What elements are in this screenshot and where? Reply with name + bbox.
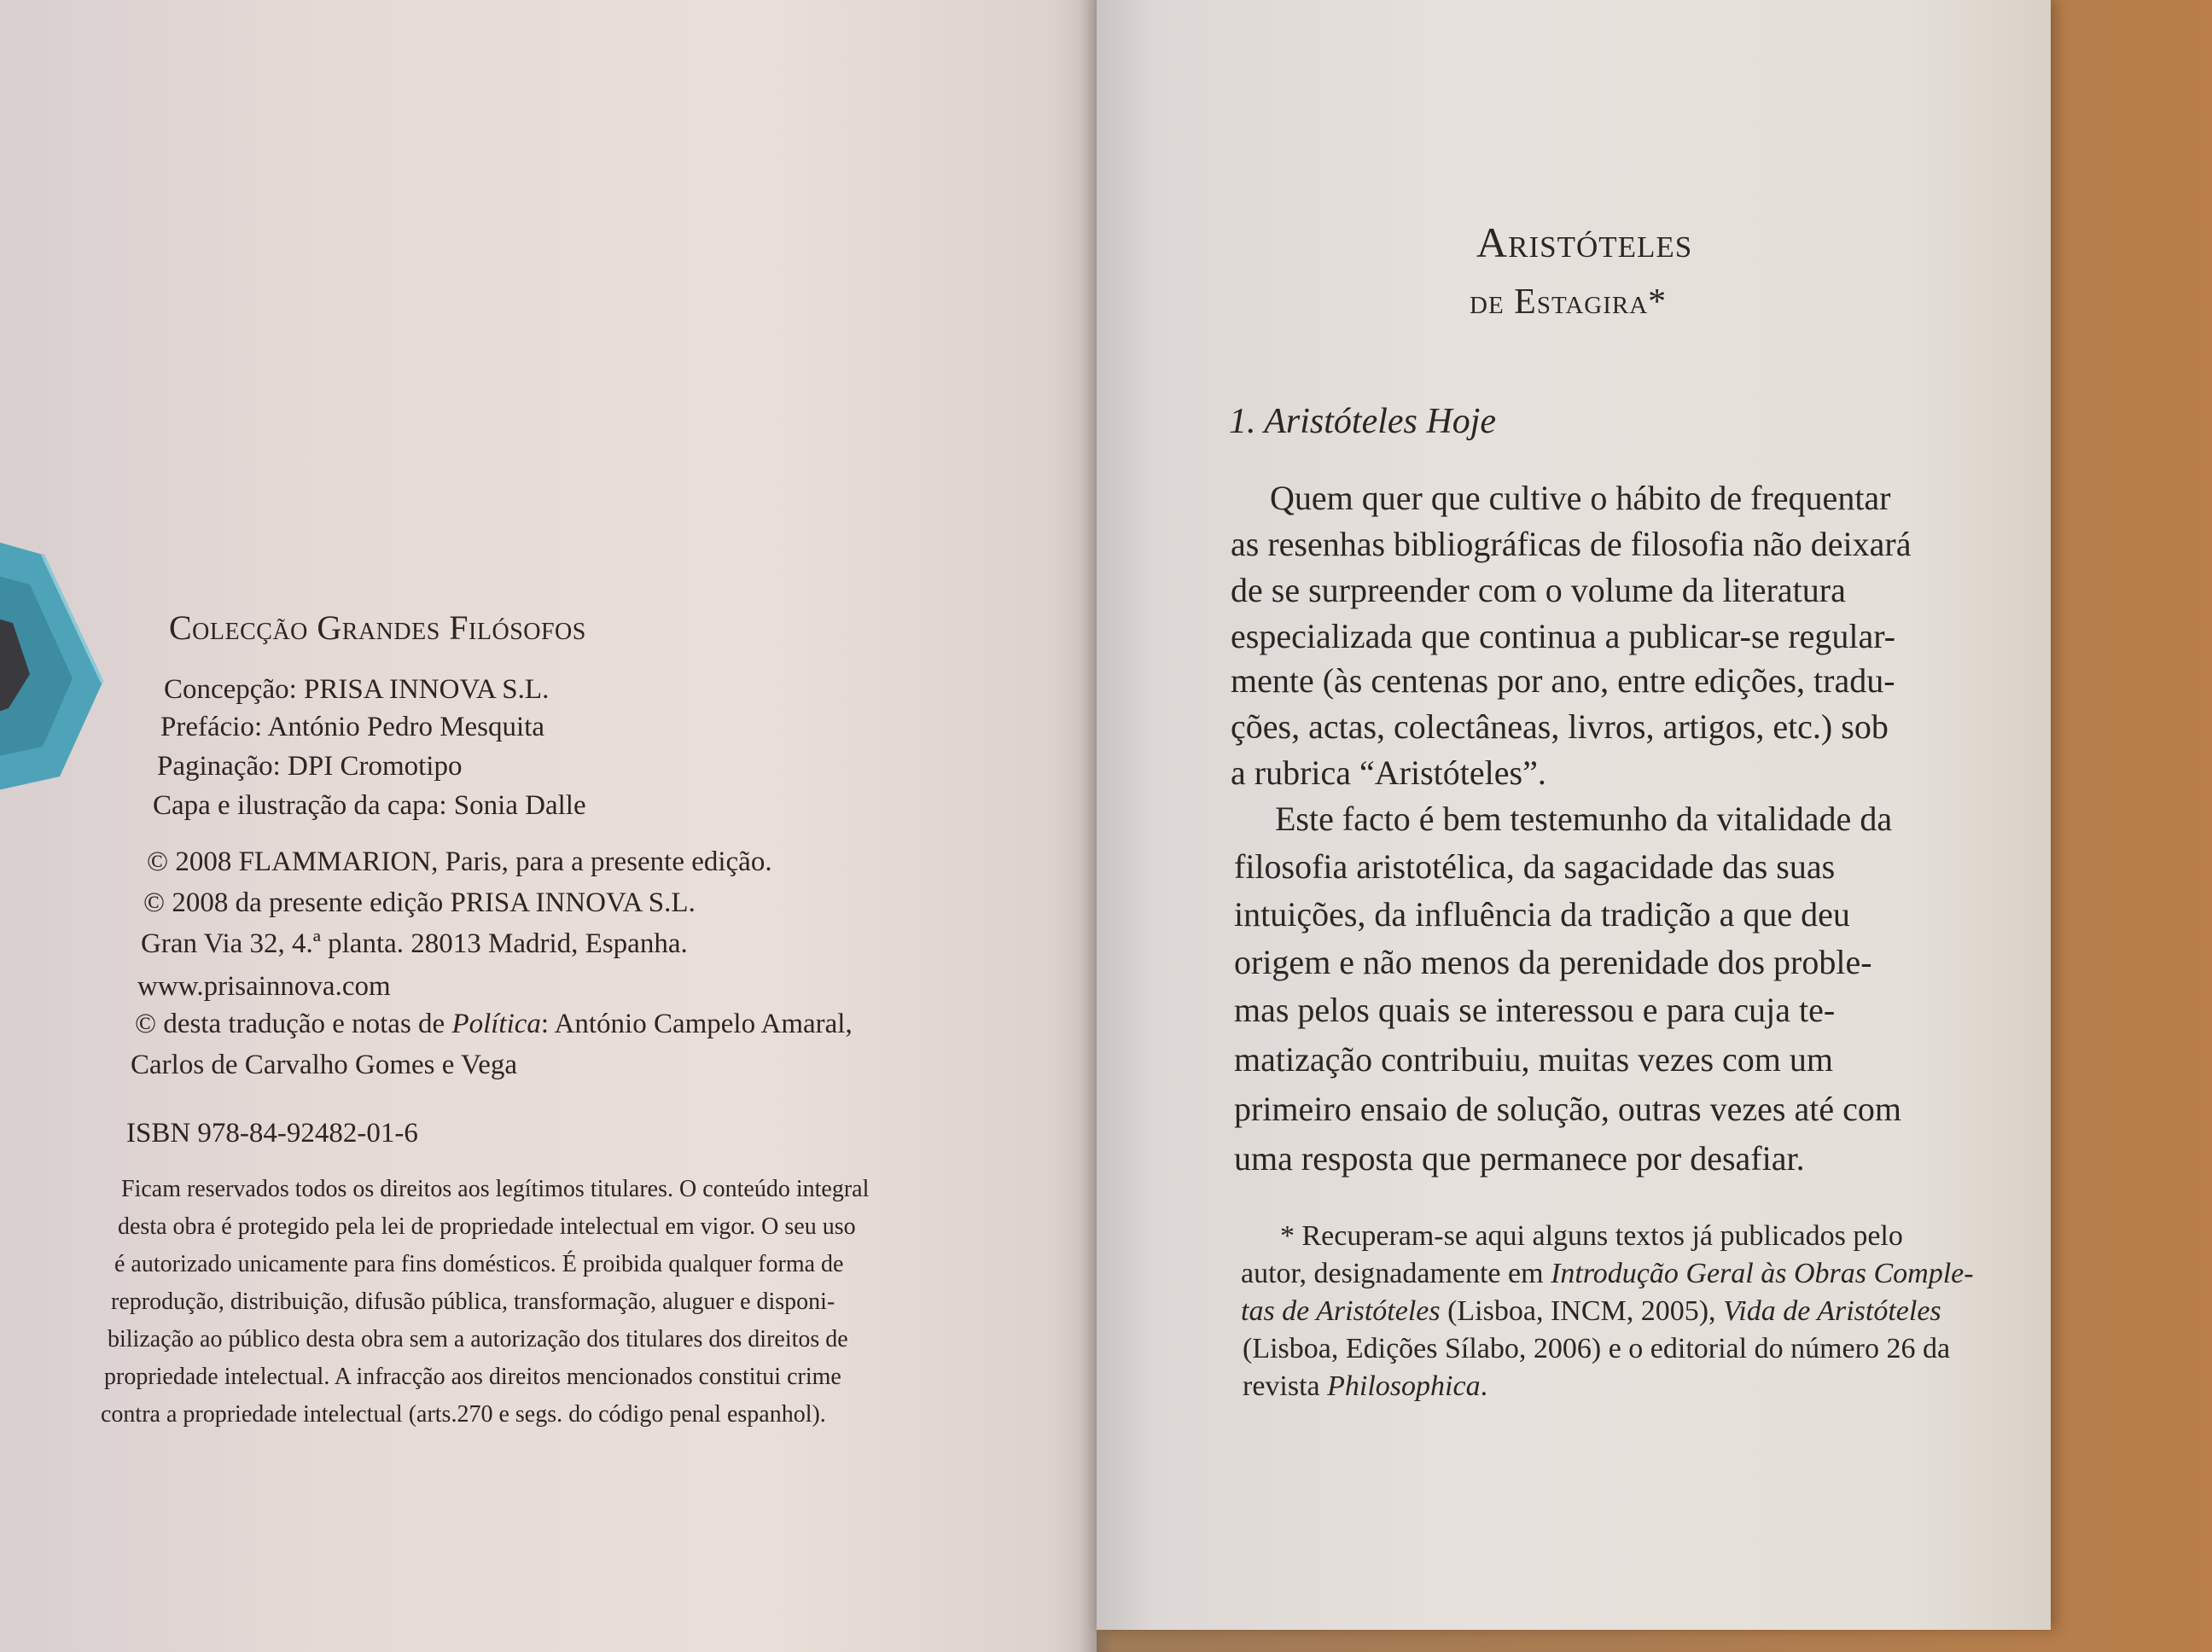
footnote-italic: Vida de Aristóteles <box>1723 1295 1941 1327</box>
footnote-line <box>1241 1295 1941 1328</box>
credit-line-cover: Capa e ilustração da capa: Sonia Dalle <box>153 790 586 821</box>
footnote-italic: Introdução Geral às Obras Comple- <box>1551 1258 1974 1289</box>
website-line: www.prisainnova.com <box>137 971 391 1002</box>
series-title: Colecção Grandes Filósofos <box>169 608 586 647</box>
footnote-line: (Lisboa, Edições Sílabo, 2006) e o editorial do número 26 da <box>1243 1333 1951 1364</box>
footnote-text: . <box>1480 1370 1488 1402</box>
translation-suffix: : António Campelo Amaral, <box>540 1009 853 1039</box>
credit-line-layout: Paginação: DPI Cromotipo <box>157 751 463 782</box>
rights-line: Ficam reservados todos os direitos aos legítimos titulares. O conteúdo integral <box>121 1176 870 1202</box>
body-line: mente (às centenas por ano, entre edições, tradu- <box>1231 661 1895 700</box>
body-line: origem e não menos da perenidade dos proble- <box>1234 943 1872 981</box>
body-line: filosofia aristotélica, da sagacidade das suas <box>1234 847 1836 886</box>
footnote-line: * Recuperam-se aqui alguns textos já publicados pelo <box>1280 1220 1903 1252</box>
copyright-line: © 2008 FLAMMARION, Paris, para a presente edição. <box>147 846 772 877</box>
body-line: uma resposta que permanece por desafiar. <box>1234 1139 1805 1178</box>
footnote-line <box>1243 1370 1487 1403</box>
left-page <box>0 0 1097 1652</box>
chapter-title: Aristóteles <box>1476 218 1693 266</box>
translation-credit <box>135 1009 853 1040</box>
footnote-italic: Philosophica <box>1327 1370 1481 1402</box>
body-line: de se surpreender com o volume da literatura <box>1231 571 1846 609</box>
address-line: Gran Via 32, 4.ª planta. 28013 Madrid, Espanha. <box>141 928 688 959</box>
body-line: intuições, da influência da tradição a que deu <box>1234 895 1850 934</box>
body-line: Quem quer que cultive o hábito de frequentar <box>1270 479 1891 517</box>
body-line: ções, actas, colectâneas, livros, artigos, etc.) sob <box>1231 707 1889 746</box>
body-line: mas pelos quais se interessou e para cuja te- <box>1234 991 1836 1029</box>
section-heading: 1. Aristóteles Hoje <box>1229 402 1497 441</box>
translation-credit-names: Carlos de Carvalho Gomes e Vega <box>131 1050 518 1080</box>
body-line: matização contribuiu, muitas vezes com um <box>1234 1040 1833 1079</box>
footnote-text: revista <box>1243 1370 1328 1402</box>
body-line: especializada que continua a publicar-se regular- <box>1231 617 1896 655</box>
translation-work: Política <box>451 1009 541 1039</box>
body-line: as resenhas bibliográficas de filosofia não deixará <box>1231 525 1912 563</box>
footnote-text: autor, designadamente em <box>1241 1258 1551 1289</box>
translation-prefix: © desta tradução e notas de <box>135 1009 452 1039</box>
isbn: ISBN 978-84-92482-01-6 <box>126 1118 418 1149</box>
chapter-subtitle: de Estagira* <box>1470 282 1668 322</box>
body-line: primeiro ensaio de solução, outras vezes até com <box>1234 1090 1901 1128</box>
rights-line: reprodução, distribuição, difusão pública, transformação, aluguer e disponi- <box>111 1288 835 1315</box>
blue-clip-icon <box>0 521 119 802</box>
rights-line: é autorizado unicamente para fins domésticos. É proibida qualquer forma de <box>114 1251 844 1277</box>
footnote-text: (Lisboa, INCM, 2005), <box>1440 1295 1724 1327</box>
footnote-line <box>1241 1258 1974 1290</box>
credit-line-preface: Prefácio: António Pedro Mesquita <box>160 712 545 742</box>
footnote-italic: tas de Aristóteles <box>1241 1295 1441 1327</box>
body-line: Este facto é bem testemunho da vitalidade da <box>1275 800 1893 838</box>
body-line: a rubrica “Aristóteles”. <box>1231 753 1546 792</box>
rights-line: desta obra é protegido pela lei de propriedade intelectual em vigor. O seu uso <box>118 1213 856 1240</box>
rights-line: contra a propriedade intelectual (arts.270 e segs. do código penal espanhol). <box>101 1401 826 1428</box>
rights-line: propriedade intelectual. A infracção aos direitos mencionados constitui crime <box>104 1364 841 1390</box>
credit-line-concept: Concepção: PRISA INNOVA S.L. <box>164 674 550 705</box>
rights-line: bilização ao público desta obra sem a autorização dos titulares dos direitos de <box>108 1326 848 1352</box>
copyright-line: © 2008 da presente edição PRISA INNOVA S.L. <box>143 887 696 918</box>
